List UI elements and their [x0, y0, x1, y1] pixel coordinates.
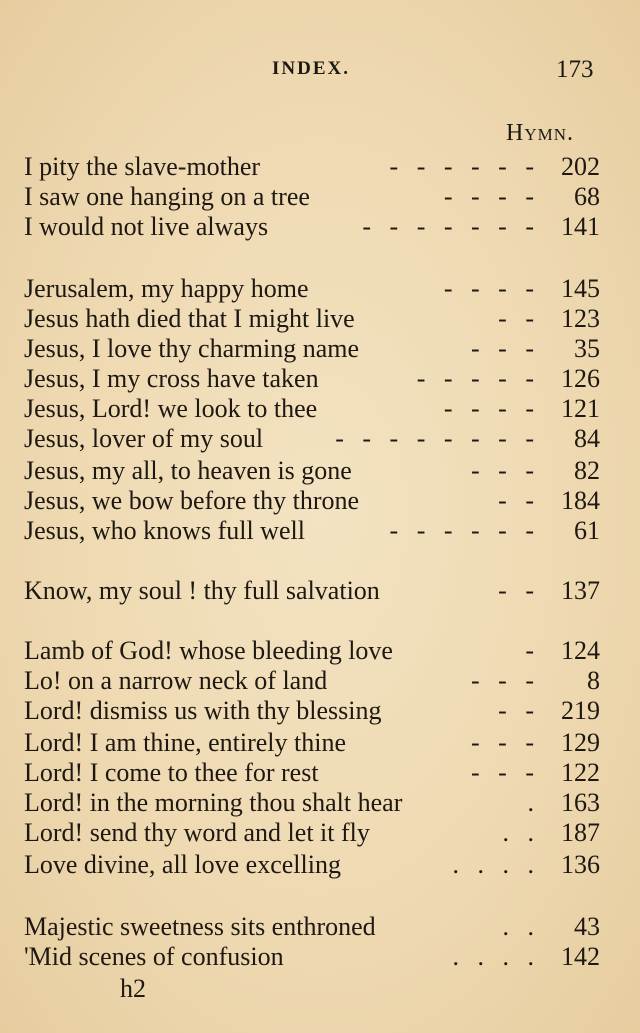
hymn-title: Jesus, lover of my soul [24, 424, 264, 453]
hymn-title: Lord! in the morning thou shalt hear [24, 788, 403, 817]
index-entry [24, 850, 600, 880]
index-entry [24, 788, 600, 818]
hymn-title: I would not live always [24, 212, 269, 241]
hymn-title: Jesus, we bow before thy throne [24, 486, 360, 515]
hymn-number: 121 [561, 394, 600, 423]
hymn-title: Jerusalem, my happy home [24, 274, 309, 303]
hymn-number: 126 [561, 364, 600, 393]
dot-leader: . . [502, 912, 540, 941]
page-number: 173 [556, 56, 594, 83]
dot-leader: . . . . [452, 942, 540, 971]
hymn-number: 184 [561, 486, 600, 515]
dot-leader: - - - [471, 728, 540, 757]
dot-leader: . . [502, 818, 540, 847]
index-entry [24, 364, 600, 394]
hymn-title: Jesus hath died that I might live [24, 304, 355, 333]
hymn-title: 'Mid scenes of confusion [24, 942, 284, 971]
hymn-title: I saw one hanging on a tree [24, 182, 310, 211]
index-entry [24, 486, 600, 516]
hymn-number: 219 [561, 696, 600, 725]
hymn-title: Lord! dismiss us with thy blessing [24, 696, 382, 725]
dot-leader: - - - - - - - [362, 212, 540, 241]
hymn-title: Lord! send thy word and let it fly [24, 818, 370, 847]
index-entry [24, 424, 600, 454]
index-entry [24, 912, 600, 942]
hymn-number: 137 [561, 576, 600, 605]
hymn-number: 136 [561, 850, 600, 879]
hymn-number: 142 [561, 942, 600, 971]
hymn-title: Majestic sweetness sits enthroned [24, 912, 376, 941]
index-title: INDEX. [272, 58, 350, 79]
dot-leader: - - - - - [416, 364, 540, 393]
hymn-title: Lord! I am thine, entirely thine [24, 728, 347, 757]
dot-leader: - - [498, 696, 540, 725]
dot-leader: - - - [471, 334, 540, 363]
index-entry [24, 728, 600, 758]
index-entry [24, 696, 600, 726]
index-entry [24, 818, 600, 848]
index-entry [24, 942, 600, 972]
hymn-number: 187 [561, 818, 600, 847]
dot-leader: - - - - [443, 394, 540, 423]
dot-leader: - - - [471, 666, 540, 695]
dot-leader: - - - [471, 758, 540, 787]
index-entry [24, 456, 600, 486]
signature-mark: h2 [120, 974, 146, 1003]
dot-leader: - - - - [443, 274, 540, 303]
hymn-number: 43 [574, 912, 600, 941]
index-entry [24, 516, 600, 546]
index-entry [24, 636, 600, 666]
hymn-title: Love divine, all love excelling [24, 850, 341, 879]
page-header [0, 58, 640, 88]
hymn-number: 122 [561, 758, 600, 787]
hymn-title: Jesus, I love thy charming name [24, 334, 360, 363]
dot-leader: - - - - - - - - [335, 424, 540, 453]
index-entry [24, 394, 600, 424]
hymn-number: 35 [574, 334, 600, 363]
index-entry [24, 576, 600, 606]
dot-leader: - - - - - - [389, 516, 540, 545]
index-entry [24, 666, 600, 696]
hymn-title: Lo! on a narrow neck of land [24, 666, 328, 695]
hymn-number: 123 [561, 304, 600, 333]
index-entry [24, 274, 600, 304]
hymn-title: Lamb of God! whose bleeding love [24, 636, 393, 665]
hymn-title: Jesus, my all, to heaven is gone [24, 456, 352, 485]
hymn-title: I pity the slave-mother [24, 152, 261, 181]
hymn-number: 124 [561, 636, 600, 665]
index-entry [24, 212, 600, 242]
index-entry [24, 182, 600, 212]
dot-leader: - - [498, 576, 540, 605]
hymn-number: 8 [587, 666, 600, 695]
dot-leader: - - - [471, 456, 540, 485]
hymn-title: Lord! I come to thee for rest [24, 758, 319, 787]
index-entry [24, 152, 600, 182]
hymn-title: Jesus, who knows full well [24, 516, 305, 545]
hymn-number: 141 [561, 212, 600, 241]
dot-leader: - [525, 636, 540, 665]
dot-leader: - - [498, 304, 540, 333]
hymn-number: 129 [561, 728, 600, 757]
hymn-number: 82 [574, 456, 600, 485]
hymn-title: Jesus, Lord! we look to thee [24, 394, 318, 423]
hymn-number: 84 [574, 424, 600, 453]
hymn-number: 61 [574, 516, 600, 545]
hymn-number: 202 [561, 152, 600, 181]
hymn-column-heading: Hymn. [506, 120, 575, 146]
hymn-title: Jesus, I my cross have taken [24, 364, 319, 393]
hymn-number: 145 [561, 274, 600, 303]
index-entry [24, 304, 600, 334]
hymn-number: 163 [561, 788, 600, 817]
dot-leader: . [527, 788, 540, 817]
dot-leader: . . . . [452, 850, 540, 879]
index-entry [24, 334, 600, 364]
hymn-number: 68 [574, 182, 600, 211]
dot-leader: - - - - [443, 182, 540, 211]
hymn-title: Know, my soul ! thy full salvation [24, 576, 380, 605]
dot-leader: - - [498, 486, 540, 515]
dot-leader: - - - - - - [389, 152, 540, 181]
index-entry [24, 758, 600, 788]
